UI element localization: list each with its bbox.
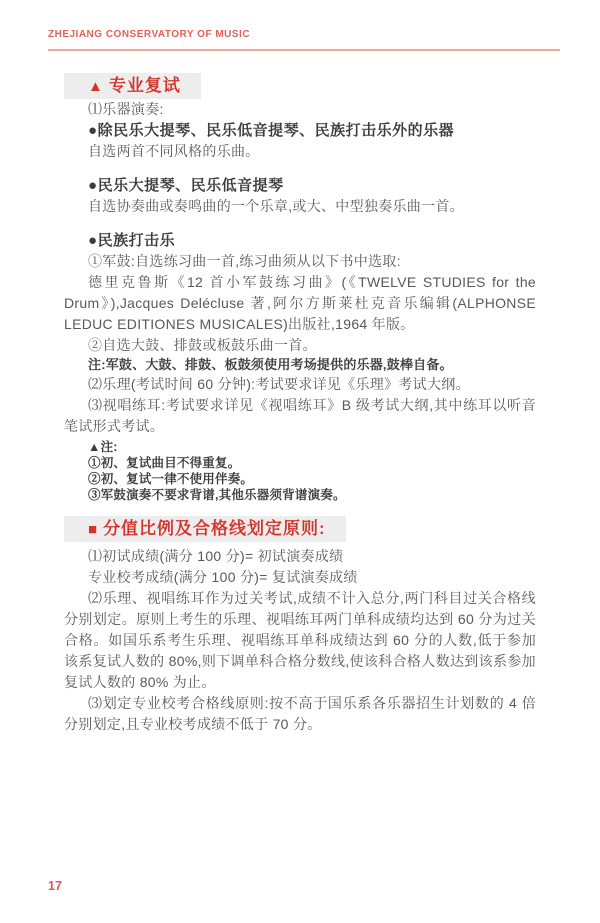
- para-other-instruments: 自选两首不同风格的乐曲。: [88, 143, 260, 159]
- para-cello-bass: 自选协奏曲或奏鸣曲的一个乐章,或大、中型独奏乐曲一首。: [88, 198, 464, 214]
- content-column: [64, 73, 536, 735]
- note-item-2: ②初、复试一律不使用伴奏。: [88, 471, 254, 486]
- square-icon: ■: [88, 520, 98, 538]
- heading-other-instruments-label: 除民乐大提琴、民乐低音提琴、民族打击乐外的乐器: [97, 122, 455, 139]
- section-scoring-title: 分值比例及合格线划定原则:: [103, 518, 326, 538]
- para-pass-rule: ⑵乐理、视唱练耳作为过关考试,成绩不计入总分,两门科目过关合格线分别划定。原则上考生的乐理、视唱练耳两门单科成绩均达到 60 分为过关合格。如国乐系考生乐理、视唱练耳单科成绩达到 60 分的人数,低于参加该系复试人数的 80%,则下调单科合格分数线,使该科合格人数达到该系参加复试人数的 80% 为止。: [64, 589, 536, 690]
- para-other-drums: ②自选大鼓、排鼓或板鼓乐曲一首。: [88, 337, 317, 353]
- para-first-exam-score: ⑴初试成绩(满分 100 分)= 初试演奏成绩: [88, 547, 344, 564]
- para-qualification-line-rule: ⑶划定专业校考合格线原则:按不高于国乐系各乐器招生计划数的 4 倍分别划定,且专业校考成绩不低于 70 分。: [64, 694, 536, 732]
- heading-other-instruments: [64, 120, 536, 141]
- note-provided-instruments: 注:军鼓、大鼓、排鼓、板鼓须使用考场提供的乐器,鼓棒自备。: [88, 357, 453, 372]
- para-school-exam-score: 专业校考成绩(满分 100 分)= 复试演奏成绩: [88, 568, 358, 585]
- section-retest-title: 专业复试: [108, 76, 181, 95]
- bullet-icon: ●: [88, 122, 98, 139]
- heading-cello-bass: [64, 175, 536, 196]
- notes-block: [64, 439, 536, 503]
- triangle-icon: ▲: [88, 78, 103, 95]
- heading-percussion-label: 民族打击乐: [97, 232, 176, 249]
- section-heading-scoring-wrap: [64, 516, 536, 542]
- para-snare-drum: ①军鼓:自选练习曲一首,练习曲须从以下书中选取:: [88, 253, 401, 269]
- notes-title: ▲注:: [88, 439, 118, 454]
- heading-cello-bass-label: 民乐大提琴、民乐低音提琴: [97, 177, 284, 194]
- para-etude-book: 德里克鲁斯《12 首小军鼓练习曲》(《TWELVE STUDIES for the Drum》),Jacques Delécluse 著,阿尔方斯莱杜克音乐编辑(ALPHONSE LEDUC EDITIONES MUSICALES)出版社,1964 年版。: [64, 274, 536, 332]
- note-item-1: ①初、复试曲目不得重复。: [88, 455, 241, 470]
- heading-percussion: [64, 230, 536, 251]
- section-heading-retest: [64, 73, 201, 99]
- header-rule: [48, 49, 560, 51]
- para-music-theory: ⑵乐理(考试时间 60 分钟):考试要求详见《乐理》考试大纲。: [88, 375, 470, 392]
- bullet-icon: ●: [88, 177, 98, 194]
- page-header-title: ZHEJIANG CONSERVATORY OF MUSIC: [48, 29, 251, 40]
- note-item-3: ③军鼓演奏不要求背谱,其他乐器须背谱演奏。: [88, 487, 346, 502]
- para-ear-training: ⑶视唱练耳:考试要求详见《视唱练耳》B 级考试大纲,其中练耳以听音笔试形式考试。: [64, 396, 536, 434]
- bullet-icon: ●: [88, 232, 98, 249]
- section-heading-scoring: [64, 516, 346, 542]
- para-instrument-performance: ⑴乐器演奏:: [88, 101, 164, 117]
- page-number: 17: [48, 879, 62, 893]
